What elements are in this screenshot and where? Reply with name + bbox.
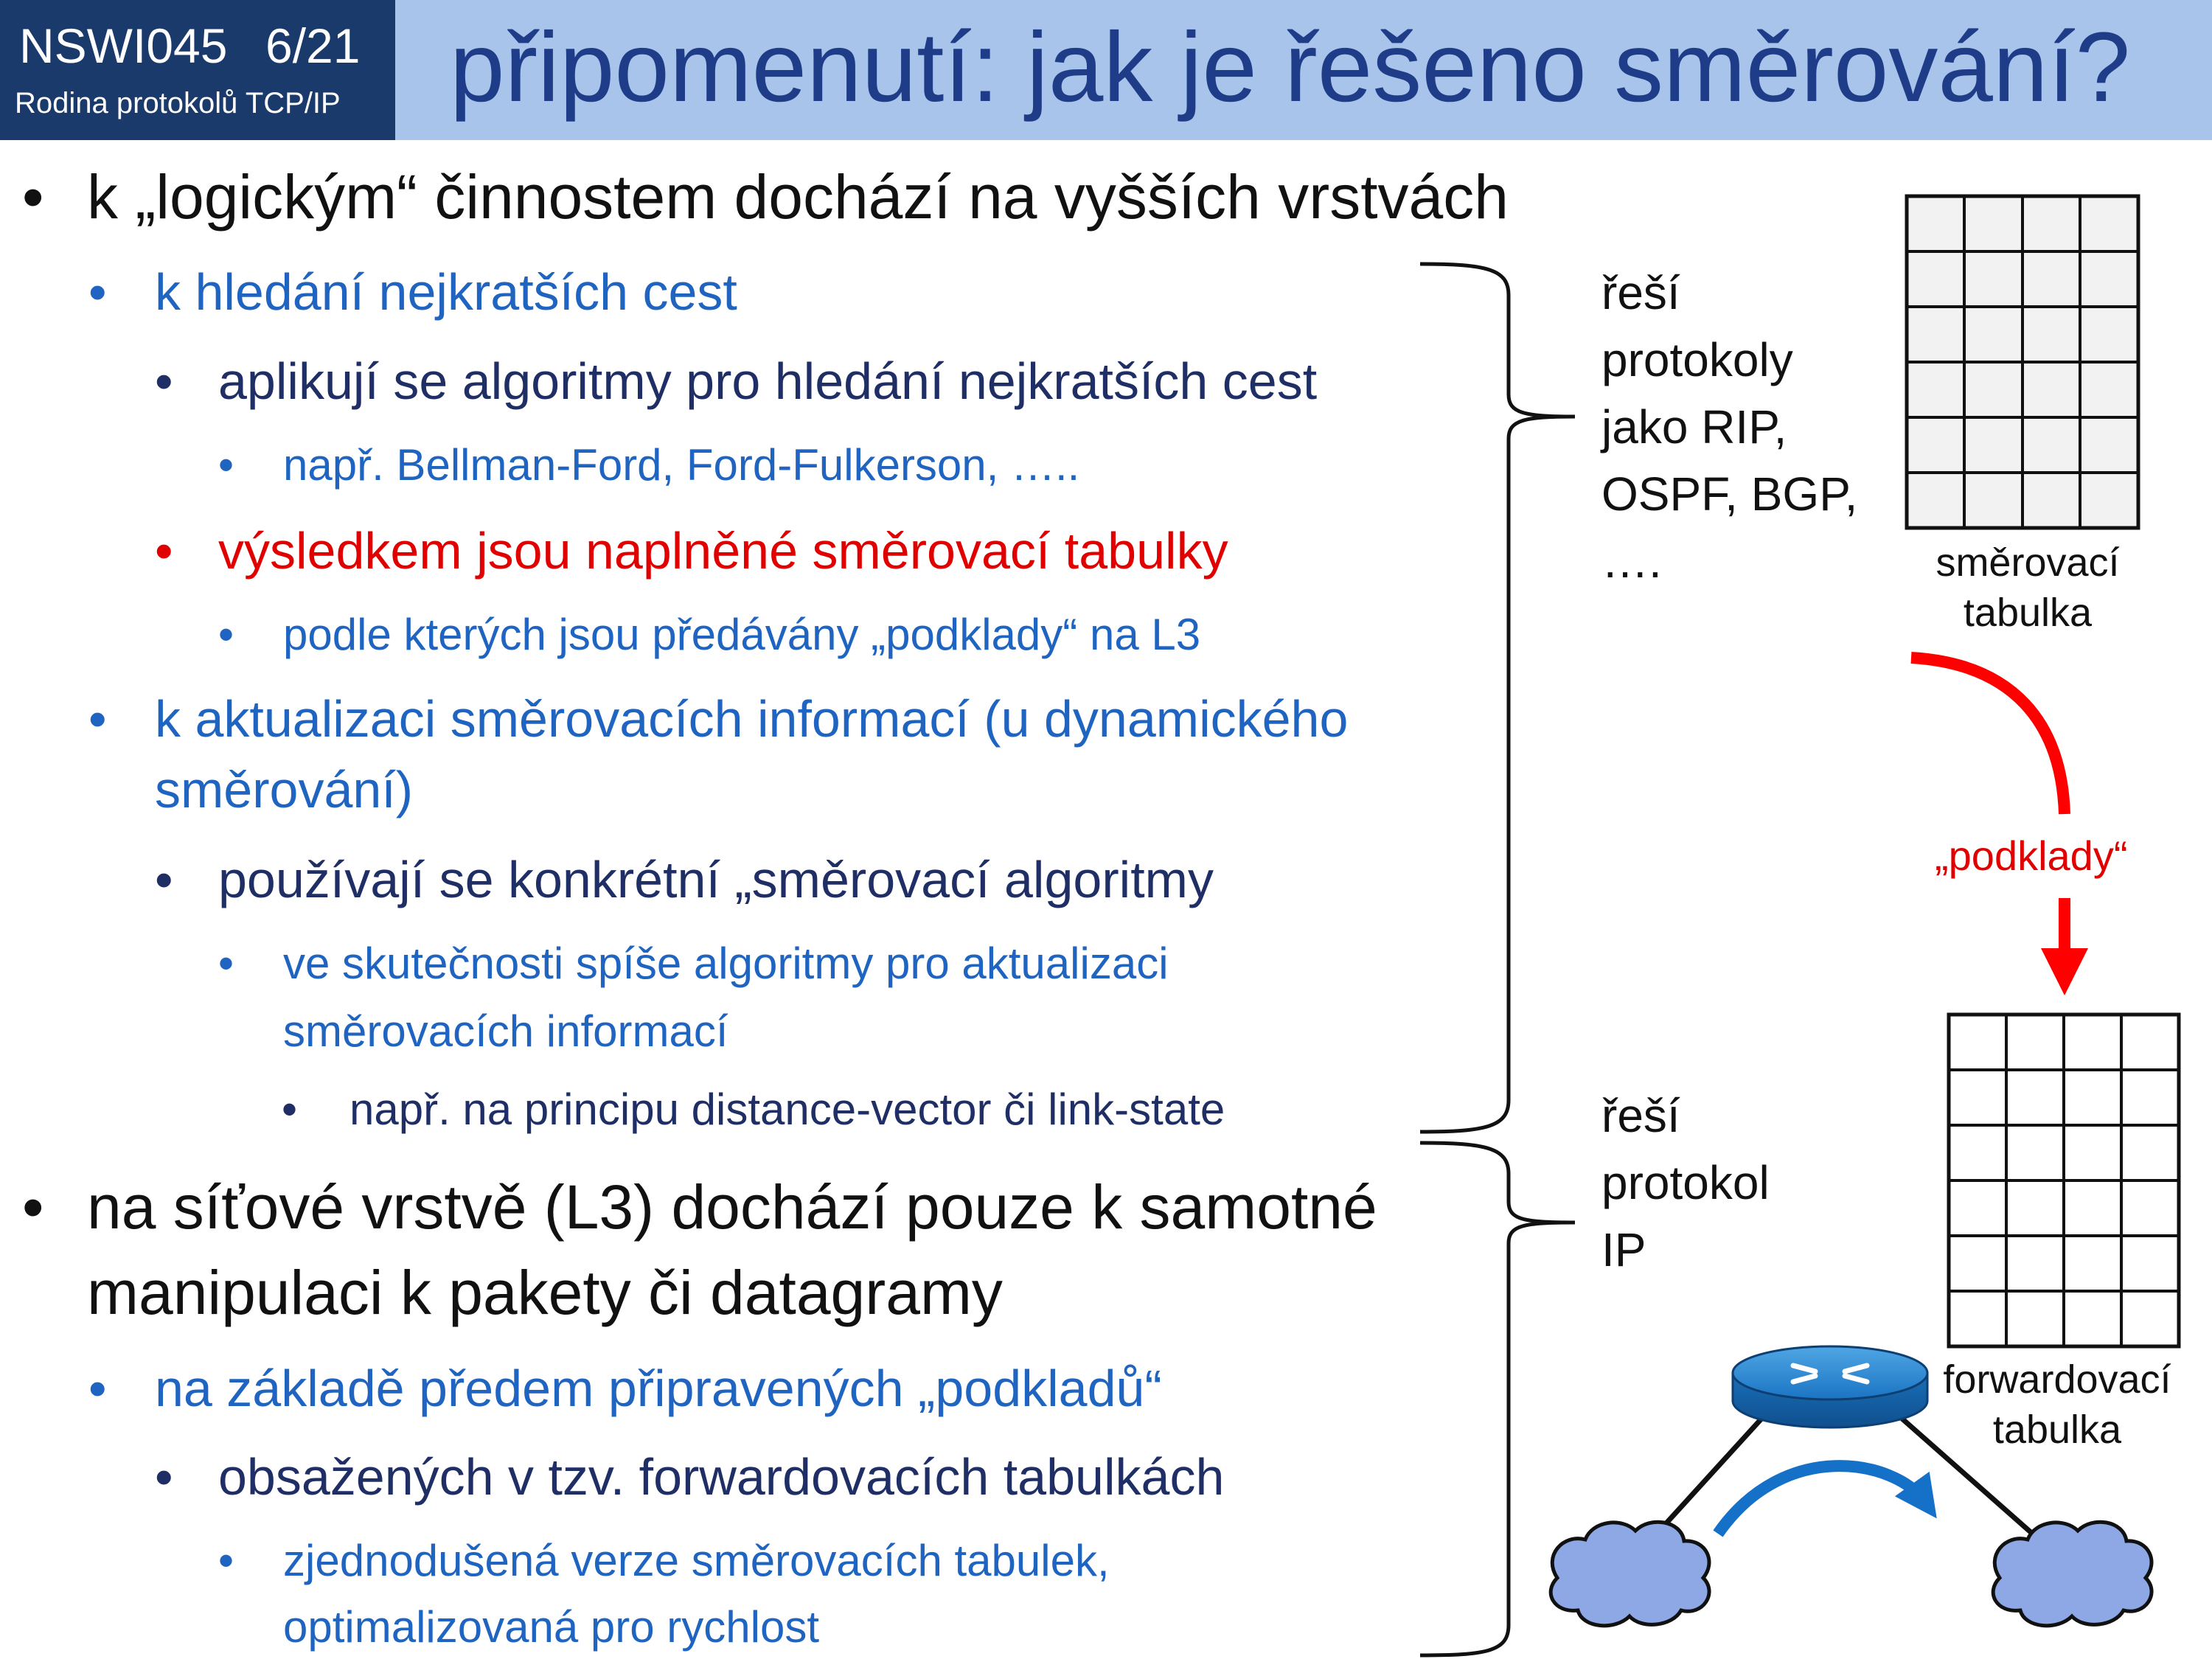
bullet-4-text: např. Bellman-Ford, Ford-Fulkerson, ….. [283, 440, 1080, 490]
bullet-13-text: obsažených v tzv. forwardovacích tabulkách [218, 1448, 1225, 1506]
bullet-6-text: podle kterých jsou předávány „podklady“ na L3 [283, 610, 1201, 659]
side-note-upper-line: jako RIP, [1601, 400, 1787, 453]
side-note-lower-line: IP [1601, 1222, 1646, 1276]
bullet-1-text: k „logickým“ činnostem dochází na vyšších vrstvách [87, 162, 1509, 232]
course-name: Rodina protokolů TCP/IP [15, 87, 341, 119]
bullet-5-text: výsledkem jsou naplněné směrovací tabulky [218, 522, 1228, 580]
bullet-14-cont: optimalizovaná pro rychlost [283, 1602, 820, 1652]
routing-table-grid [1907, 196, 2138, 528]
bullet-3-text: aplikují se algoritmy pro hledání nejkratších cest [218, 352, 1318, 410]
side-note-lower-line: protokol [1601, 1155, 1770, 1209]
red-curve [1911, 658, 2065, 814]
routing-table-caption-line: směrovací [1935, 540, 2120, 585]
slide-title: připomenutí: jak je řešeno směrování? [450, 13, 2131, 122]
page-number: 6/21 [265, 18, 361, 73]
side-note-upper-line: řeší [1601, 266, 1680, 319]
cloud-icon [1551, 1522, 1709, 1626]
bullet-14-text: zjednodušená verze směrovacích tabulek, [283, 1536, 1110, 1585]
forwarding-table-caption-line: forwardovací [1943, 1357, 2171, 1402]
routing-table-caption-line: tabulka [1963, 590, 2093, 635]
upper-brace [1420, 264, 1575, 1132]
router-icon [1733, 1346, 1927, 1427]
forwarding-table-grid [1949, 1015, 2179, 1346]
side-note-lower-line: řeší [1601, 1089, 1680, 1142]
link-right [1892, 1410, 2042, 1543]
bullet-10-text: např. na principu distance-vector či link-state [349, 1085, 1225, 1134]
blue-curve-arrow [1718, 1466, 1924, 1534]
side-note-upper-line: …. [1601, 534, 1662, 588]
bullet-7-cont: směrování) [155, 761, 414, 818]
forwarding-table-caption-line: tabulka [1992, 1407, 2122, 1452]
lower-brace [1420, 1143, 1575, 1655]
bullet-9-cont: směrovacích informací [283, 1006, 728, 1056]
bullet-9-text: ve skutečnosti spíše algoritmy pro aktualizaci [283, 939, 1169, 988]
side-note-upper-line: protokoly [1601, 333, 1793, 386]
side-note-upper-line: OSPF, BGP, [1601, 467, 1858, 521]
bullet-2-text: k hledání nejkratších cest [155, 263, 737, 321]
bullet-8-text: používají se konkrétní „směrovací algoritmy [218, 851, 1214, 908]
cloud-icon [1993, 1522, 2152, 1626]
bullet-12-text: na základě předem připravených „podkladů“ [155, 1360, 1162, 1417]
bullet-7-text: k aktualizaci směrovacích informací (u dynamického [155, 690, 1349, 748]
bullet-11-cont: manipulaci k pakety či datagramy [87, 1258, 1003, 1327]
bullet-11-text: na síťové vrstvě (L3) dochází pouze k samotné [87, 1172, 1377, 1242]
podklady-label: „podklady“ [1935, 832, 2128, 879]
course-code: NSWI045 [19, 18, 228, 73]
